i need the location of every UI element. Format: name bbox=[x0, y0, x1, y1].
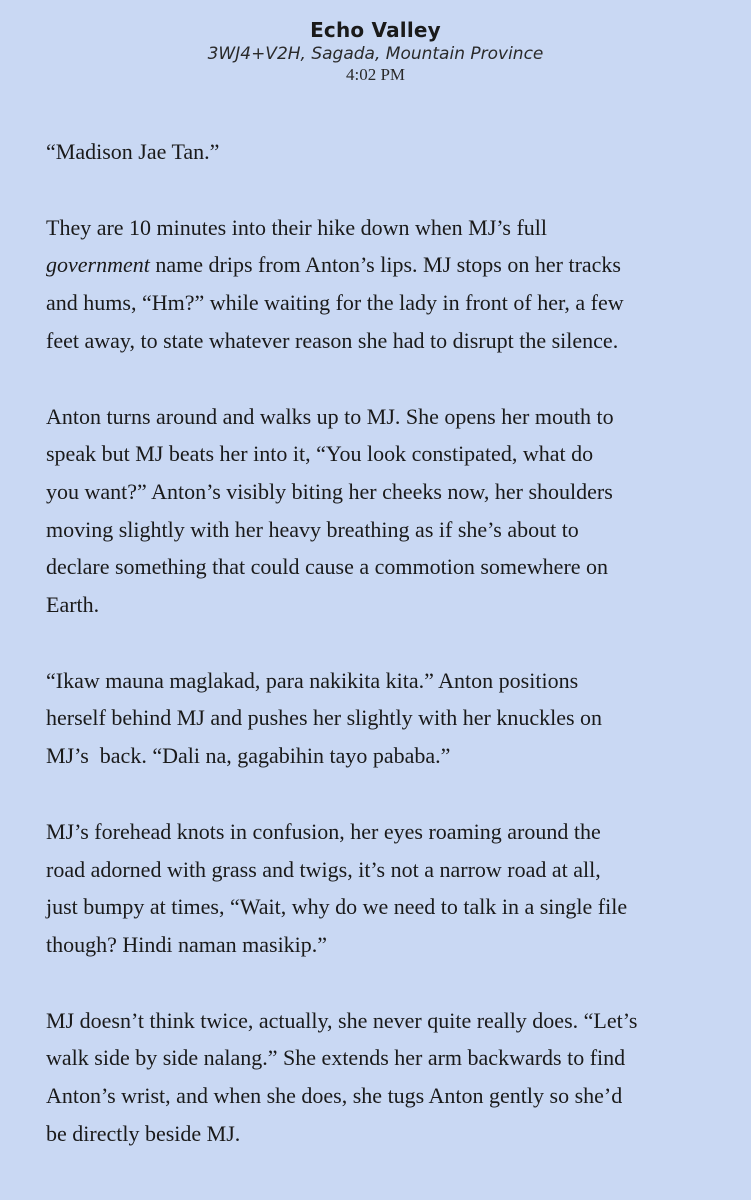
text-line: “Madison Jae Tan.” bbox=[46, 139, 220, 164]
text-line: MJ’s back. “Dali na, gagabihin tayo pababa.” bbox=[46, 743, 451, 769]
text-line: Anton turns around and walks up to MJ. She opens her mouth to bbox=[46, 403, 614, 429]
location-address: 3WJ4+V2H, Sagada, Mountain Province bbox=[207, 44, 544, 64]
story-header bbox=[0, 0, 751, 85]
text-line: “Ikaw mauna maglakad, para nakikita kita.” Anton positions bbox=[46, 667, 579, 693]
paragraph-3 bbox=[46, 398, 726, 624]
text-line: though? Hindi naman masikip.” bbox=[46, 931, 328, 957]
text-line: you want?” Anton’s visibly biting her cheeks now, her shoulders bbox=[46, 478, 613, 504]
text-line: and hums, “Hm?” while waiting for the lady in front of her, a few bbox=[46, 290, 624, 316]
text-line: herself behind MJ and pushes her slightly with her knuckles on bbox=[46, 705, 603, 731]
timestamp: 4:02 PM bbox=[345, 65, 406, 84]
paragraph-6 bbox=[46, 1002, 726, 1153]
text-line: road adorned with grass and twigs, it’s not a narrow road at all, bbox=[46, 856, 601, 882]
text-line: Anton’s wrist, and when she does, she tugs Anton gently so she’d bbox=[46, 1083, 623, 1109]
text-line: moving slightly with her heavy breathing as if she’s about to bbox=[46, 516, 579, 542]
text-line: They are 10 minutes into their hike down when MJ’s full bbox=[46, 214, 548, 240]
paragraph-1 bbox=[46, 133, 726, 171]
text-line: declare something that could cause a commotion somewhere on bbox=[46, 554, 609, 580]
emphasized-word: government bbox=[46, 252, 150, 278]
text-line: walk side by side nalang.” She extends her arm backwards to find bbox=[46, 1045, 626, 1071]
paragraph-5 bbox=[46, 813, 726, 964]
text-line bbox=[46, 246, 726, 284]
text-line: speak but MJ beats her into it, “You look constipated, what do bbox=[46, 441, 594, 467]
text-line: be directly beside MJ. bbox=[46, 1120, 241, 1146]
text-fragment: name drips from Anton’s lips. MJ stops on her tracks bbox=[149, 252, 621, 278]
text-line: Earth. bbox=[46, 592, 100, 618]
paragraph-4 bbox=[46, 662, 726, 775]
location-title: Echo Valley bbox=[310, 18, 441, 42]
paragraph-2 bbox=[46, 209, 726, 360]
text-line: just bumpy at times, “Wait, why do we need to talk in a single file bbox=[46, 894, 628, 920]
text-line: MJ doesn’t think twice, actually, she never quite really does. “Let’s bbox=[46, 1007, 638, 1033]
text-line: MJ’s forehead knots in confusion, her eyes roaming around the bbox=[46, 818, 601, 844]
text-line: feet away, to state whatever reason she had to disrupt the silence. bbox=[46, 327, 619, 353]
story-body bbox=[46, 133, 726, 1190]
